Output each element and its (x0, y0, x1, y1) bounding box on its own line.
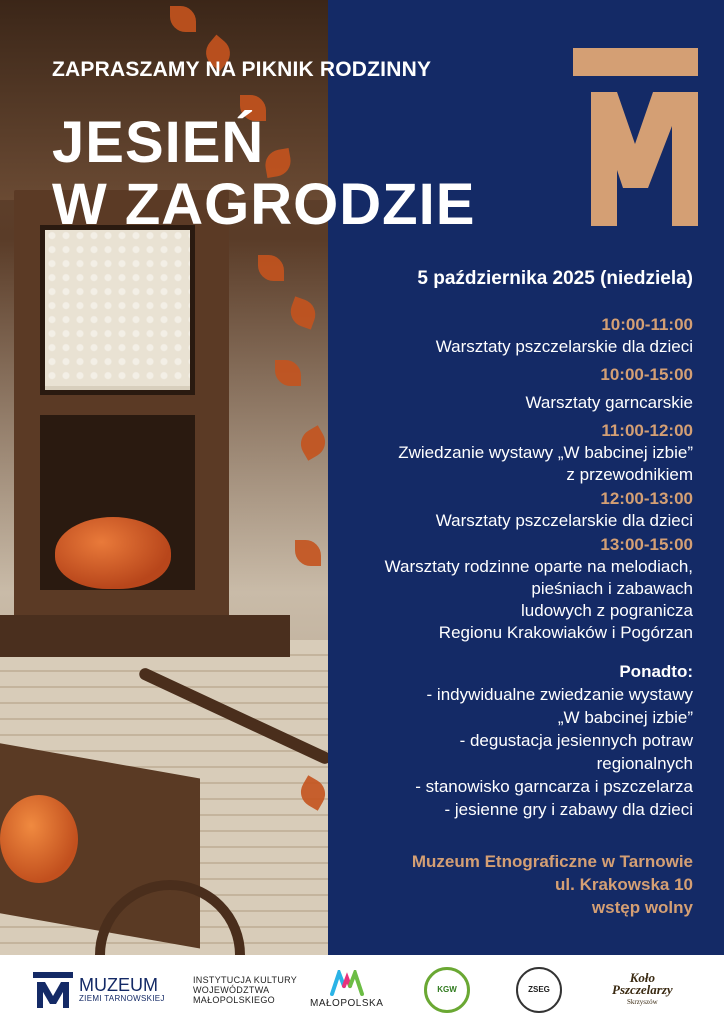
muzeum-m-icon (33, 972, 73, 1008)
venue-name: Muzeum Etnograficzne w Tarnowie (411, 852, 693, 871)
pumpkin-in-cart (0, 795, 78, 883)
autumn-leaf (258, 255, 284, 281)
kolo-pszczelarzy-logo (612, 955, 673, 1024)
schedule (313, 314, 693, 650)
additional-line: „W babcinej izbie” (557, 708, 693, 727)
event-date: 5 października 2025 (niedziela) (417, 268, 693, 289)
lace-curtain (45, 230, 190, 390)
schedule-desc (313, 392, 693, 414)
venue-entry: wstęp wolny (591, 898, 693, 917)
ik-line: INSTYTUCJA KULTURY (193, 974, 298, 985)
kolo-line: Pszczelarzy (612, 981, 673, 997)
malopolska-label: MAŁOPOLSKA (310, 998, 384, 1009)
schedule-time: 11:00-12:00 (601, 421, 693, 440)
schedule-time: 10:00-15:00 (600, 365, 693, 384)
pumpkin-in-window (55, 517, 171, 589)
schedule-desc (313, 510, 693, 532)
muzeum-sublabel: ZIEMI TARNOWSKIEJ (79, 993, 165, 1003)
kgw-badge: KGW (424, 967, 470, 1013)
schedule-item (313, 488, 693, 532)
venue-info (313, 850, 693, 919)
schedule-desc-line: Warsztaty pszczelarskie dla dzieci (435, 337, 693, 356)
kgw-logo (424, 955, 470, 1024)
venue-address: ul. Krakowska 10 (555, 875, 693, 894)
partner-logos-strip (0, 955, 724, 1024)
additional-line: - jesienne gry i zabawy dla dzieci (444, 800, 693, 819)
malopolska-m-icon (329, 970, 365, 996)
additional-line: regionalnych (596, 754, 693, 773)
schedule-time: 13:00-15:00 (600, 535, 693, 554)
muzeum-label: MUZEUM (79, 974, 158, 995)
invite-line: ZAPRASZAMY NA PIKNIK RODZINNY (52, 58, 432, 81)
ik-line: MAŁOPOLSKIEGO (193, 994, 275, 1005)
schedule-desc (313, 556, 693, 644)
additional-title: Ponadto: (619, 662, 693, 681)
schedule-desc-line: Zwiedzanie wystawy „W babcinej izbie” (398, 443, 693, 462)
kolo-line: Skrzyszów (626, 997, 658, 1006)
additional-line: - stanowisko garncarza i pszczelarza (415, 777, 693, 796)
window-sill (0, 615, 290, 657)
zseg-badge: ZSEG (516, 967, 562, 1013)
schedule-desc-line: z przewodnikiem (566, 465, 693, 484)
schedule-desc-line: Regionu Krakowiaków i Pogórzan (438, 623, 693, 642)
schedule-desc-line: pieśniach i zabawach (531, 579, 693, 598)
zseg-logo (516, 955, 562, 1024)
schedule-item (313, 364, 693, 414)
schedule-time: 12:00-13:00 (600, 489, 693, 508)
schedule-item (313, 534, 693, 644)
schedule-desc-line: Warsztaty garncarskie (525, 393, 693, 412)
muzeum-ziemi-tarnowskiej-logo (33, 955, 165, 1024)
museum-m-logo (573, 48, 698, 226)
schedule-desc (313, 442, 693, 486)
schedule-item (313, 420, 693, 486)
autumn-leaf (275, 360, 301, 386)
event-title (52, 112, 572, 236)
schedule-desc-line: ludowych z pogranicza (521, 601, 693, 620)
event-title-line2: W ZAGRODZIE (52, 172, 476, 237)
schedule-desc (313, 336, 693, 358)
event-title-line1: JESIEŃ (52, 110, 265, 175)
malopolska-logo (310, 955, 383, 1024)
schedule-desc-line: Warsztaty rodzinne oparte na melodiach, (384, 557, 693, 576)
additional-attractions (313, 660, 693, 821)
additional-line: - degustacja jesiennych potraw (459, 731, 693, 750)
ik-line: WOJEWÓDZTWA (193, 984, 270, 995)
schedule-desc-line: Warsztaty pszczelarskie dla dzieci (435, 511, 693, 530)
instytucja-kultury-logo (193, 955, 297, 1024)
schedule-item (313, 314, 693, 358)
additional-line: - indywidualne zwiedzanie wystawy (426, 685, 693, 704)
schedule-time: 10:00-11:00 (601, 315, 693, 334)
kolo-line: Koło (629, 969, 655, 985)
